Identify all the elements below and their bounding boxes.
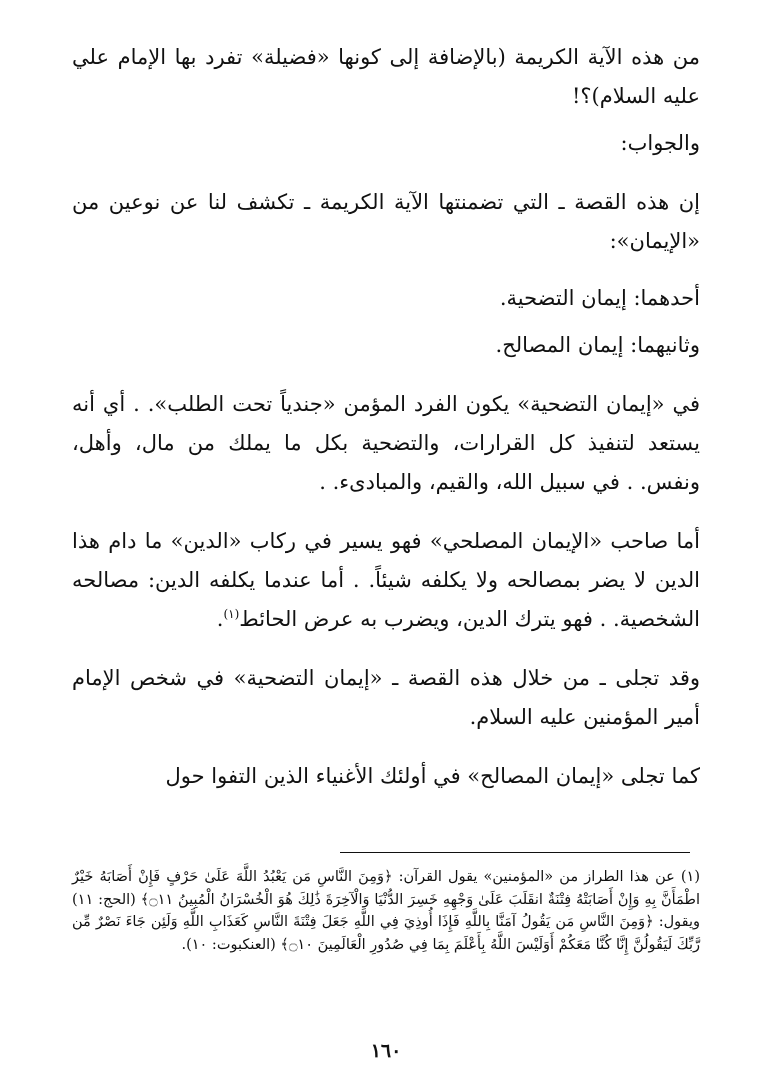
paragraph-imam-example: وقد تجلى ـ من خلال هذه القصة ـ «إيمان التضحية» في شخص الإمام أمير المؤمنين عليه السلام. bbox=[72, 666, 700, 729]
paragraph-first-type: أحدهما: إيمان التضحية. bbox=[499, 286, 700, 310]
paragraph-interest-faith-text: أما صاحب «الإيمان المصلحي» فهو يسير في ركاب «الدين» ما دام هذا الدين لا يضر بمصالحه ولا يكلفه شيئاً. . أما عندما يكلفه الدين: مصالحه الشخصية. . فهو يترك الدين، ويضرب به عرض الحائط bbox=[72, 529, 700, 631]
paragraph-answer-heading: والجواب: bbox=[620, 131, 700, 155]
paragraph-interest-faith bbox=[72, 522, 700, 639]
paragraph-wealthy-example: كما تجلى «إيمان المصالح» في أولئك الأغنياء الذين التفوا حول bbox=[165, 764, 700, 788]
paragraph-interest-faith-end: . bbox=[216, 607, 224, 631]
paragraph-two-types: إن هذه القصة ـ التي تضمنتها الآية الكريمة ـ تكشف لنا عن نوعين من «الإيمان»: bbox=[72, 190, 700, 253]
page-number: ١٦٠ bbox=[370, 1040, 402, 1062]
footnote-text: (١) عن هذا الطراز من «المؤمنين» يقول القرآن: ﴿وَمِنَ النَّاسِ مَن يَعْبُدُ اللَّهَ عَلَىٰ حَرْفٍ فَإِنْ أَصَابَهُ خَيْرٌ اطْمَأَنَّ بِهِ وَإِنْ أَصَابَتْهُ فِتْنَةٌ انقَلَبَ عَلَىٰ وَجْهِهِ خَسِرَ الدُّنْيَا وَالْآخِرَةَ ذَٰلِكَ هُوَ الْخُسْرَانُ الْمُبِينُ ۝١١﴾ (الحج: ١١) ويقول: ﴿وَمِنَ النَّاسِ مَن يَقُولُ آمَنَّا بِاللَّهِ فَإِذَا أُوذِيَ فِي اللَّهِ جَعَلَ فِتْنَةَ النَّاسِ كَعَذَابِ اللَّهِ وَلَئِن جَاءَ نَصْرٌ مِّن رَّبِّكَ لَيَقُولُنَّ إِنَّا كُنَّا مَعَكُمْ أَوَلَيْسَ اللَّهُ بِأَعْلَمَ بِمَا فِي صُدُورِ الْعَالَمِينَ ۝١٠﴾ (العنكبوت: ١٠). bbox=[72, 869, 700, 953]
paragraph-second-type: وثانيهما: إيمان المصالح. bbox=[495, 333, 700, 357]
footnote-divider bbox=[340, 852, 690, 853]
paragraph-sacrifice-faith: في «إيمان التضحية» يكون الفرد المؤمن «جندياً تحت الطلب». . أي أنه يستعد لتنفيذ كل القرارات، والتضحية بكل ما يملك من مال، وأهل، ونفس. . في سبيل الله، والقيم، والمبادىء. . bbox=[72, 392, 700, 494]
footnote-reference: (١) bbox=[223, 607, 240, 621]
paragraph-question-end: من هذه الآية الكريمة (بالإضافة إلى كونها «فضيلة» تفرد بها الإمام علي عليه السلام)؟! bbox=[72, 45, 700, 108]
